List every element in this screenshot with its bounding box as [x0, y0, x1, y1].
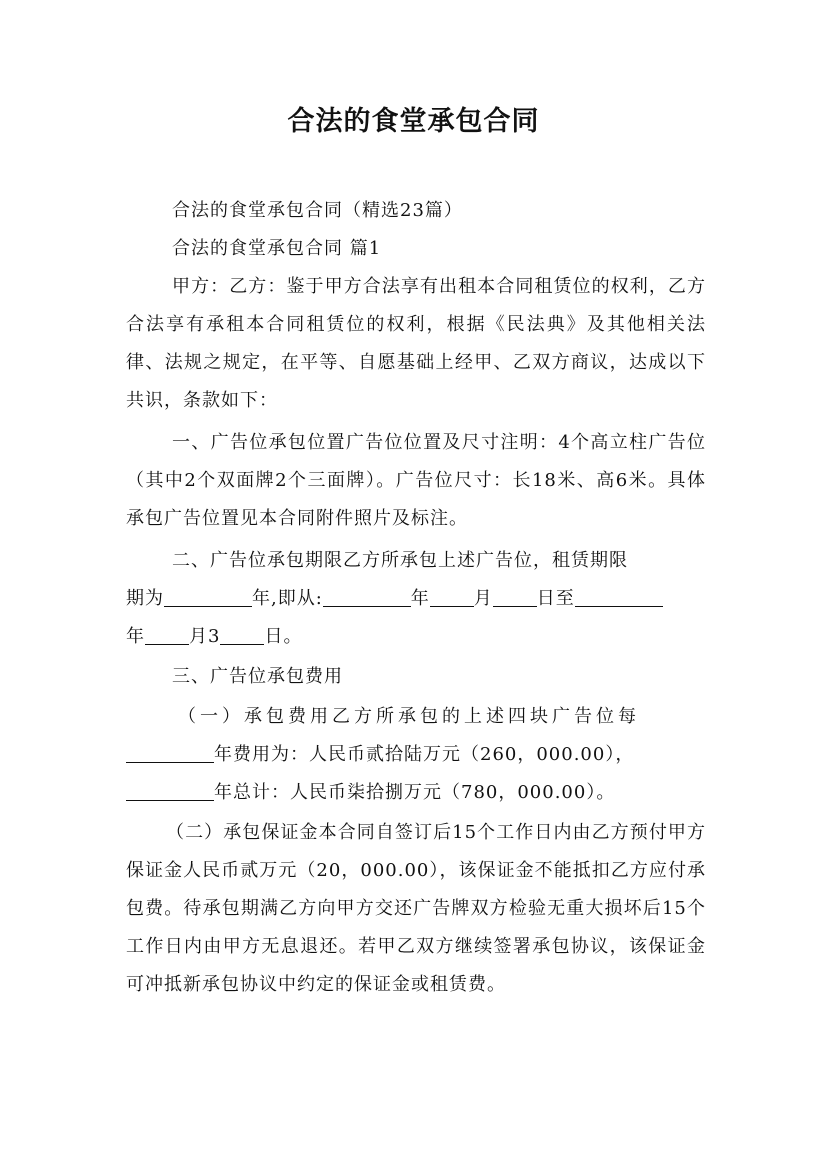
section-heading: 合法的食堂承包合同 篇1 [172, 238, 382, 259]
fees-line-1: （一）承包费用乙方所承包的上述四块广告位每 [178, 706, 640, 727]
term-line-3 [126, 618, 706, 656]
blank-field [126, 744, 214, 763]
paragraph-parties: 甲方：乙方：鉴于甲方合法享有出租本合同租赁位的权利，乙方合法享有承租本合同租赁位的权利，根据《民法典》及其他相关法律、法规之规定，在平等、自愿基础上经甲、乙双方商议，达成以下共识，条款如下： [126, 276, 706, 411]
document-subtitle: 合法的食堂承包合同（精选23篇） [172, 200, 463, 221]
term-text: 期为 [126, 588, 164, 609]
blank-field [493, 588, 537, 607]
term-text: 日。 [264, 626, 303, 647]
term-text: 日至 [536, 588, 575, 609]
paragraph-term [126, 542, 706, 656]
document-title: 合法的食堂承包合同 [287, 106, 540, 137]
term-text: 年 [126, 626, 145, 647]
paragraph-fees [126, 698, 706, 812]
blank-field [145, 626, 189, 645]
term-line-2 [126, 580, 706, 618]
blank-field [323, 588, 411, 607]
fees-text: 年总计：人民币柒拾捌万元（780，000.00）。 [214, 782, 616, 803]
blank-field [430, 588, 474, 607]
term-text: 月 [473, 588, 493, 609]
fees-line-3 [126, 774, 706, 812]
blank-field [220, 626, 264, 645]
fees-line-2 [126, 736, 706, 774]
blank-field [164, 588, 252, 607]
section-fees-heading: 三、广告位承包费用 [172, 666, 343, 687]
fees-text: 年费用为：人民币贰拾陆万元（260，000.00）， [214, 744, 635, 765]
paragraph-deposit: （二）承包保证金本合同自签订后15个工作日内由乙方预付甲方保证金人民币贰万元（20，000.00），该保证金不能抵扣乙方应付承包费。待承包期满乙方向甲方交还广告牌双方检验无重大损坏后15个工作日内由甲方无息退还。若甲乙双方继续签署承包协议，该保证金可冲抵新承包协议中约定的保证金或租赁费。 [126, 822, 706, 995]
blank-field [575, 588, 663, 607]
blank-field [126, 782, 214, 801]
term-text: 年,即从: [252, 588, 323, 609]
term-line-1: 二、广告位承包期限乙方所承包上述广告位，租赁期限 [172, 550, 628, 571]
term-text: 年 [410, 588, 430, 609]
term-text: 月3 [189, 626, 221, 647]
paragraph-ad-location: 一、广告位承包位置广告位位置及尺寸注明：4个高立柱广告位（其中2个双面牌2个三面牌）。广告位尺寸：长18米、高6米。具体承包广告位置见本合同附件照片及标注。 [126, 432, 706, 529]
